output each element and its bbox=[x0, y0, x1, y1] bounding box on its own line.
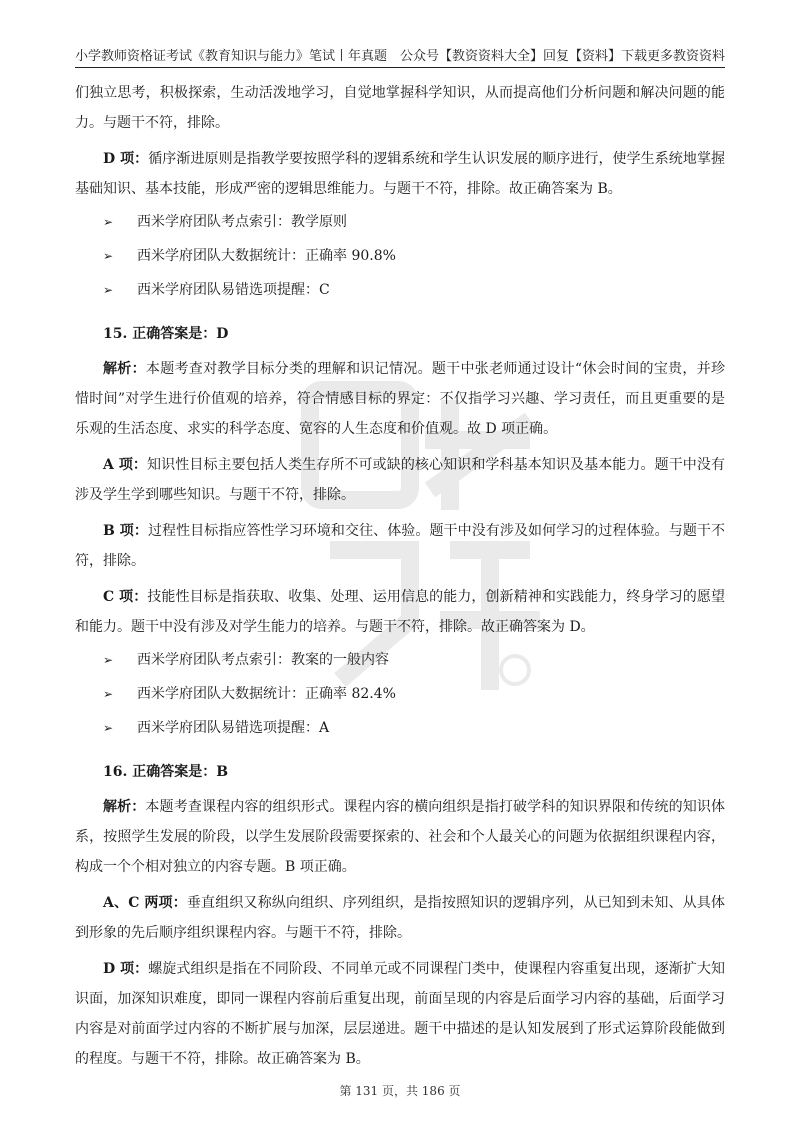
bullet-text: 西米学府团队易错选项提醒：C bbox=[137, 282, 330, 298]
option-label: C 项： bbox=[103, 589, 148, 605]
analysis-paragraph bbox=[75, 354, 725, 444]
question-title: 15. 正确答案是：D bbox=[103, 326, 229, 342]
bullet-item bbox=[103, 650, 725, 670]
document-body bbox=[75, 78, 725, 1080]
arrow-bullet-icon: ➢ bbox=[103, 653, 114, 667]
option-label: B 项： bbox=[103, 523, 148, 539]
bullet-item bbox=[103, 718, 725, 738]
option-text: 螺旋式组织是指在不同阶段、不同单元或不同课程门类中，使课程内容重复出现，逐渐扩大知识面，加深知识难度，即同一课程内容前后重复出现，前面呈现的内容是后面学习内容的基础，后面学习内容是对前面学过内容的不断扩展与加深，层层递进。题干中描述的是认知发展到了形式运算阶段能做到的程度。与题干不符，排除。故正确答案为 B。 bbox=[75, 961, 726, 1067]
option-label: A、C 两项： bbox=[103, 895, 187, 911]
analysis-paragraph bbox=[75, 792, 725, 882]
option-label: D 项： bbox=[103, 961, 149, 977]
option-b-paragraph bbox=[75, 516, 725, 576]
arrow-bullet-icon: ➢ bbox=[103, 283, 114, 297]
arrow-bullet-icon: ➢ bbox=[103, 687, 114, 701]
option-ac-paragraph bbox=[75, 888, 725, 948]
bullet-text: 西米学府团队易错选项提醒：A bbox=[137, 720, 330, 736]
bullet-text: 西米学府团队考点索引：教学原则 bbox=[137, 214, 347, 230]
analysis-label: 解析： bbox=[103, 799, 146, 815]
analysis-label: 解析： bbox=[103, 361, 146, 377]
continued-paragraph: 们独立思考，积极探索，生动活泼地学习，自觉地掌握科学知识，从而提高他们分析问题和解决问题的能力。与题干不符，排除。 bbox=[75, 85, 725, 131]
option-text: 知识性目标主要包括人类生存所不可或缺的核心知识和学科基本知识及基本能力。题干中没有涉及学生学到哪些知识。与题干不符，排除。 bbox=[75, 457, 725, 503]
option-text: 垂直组织又称纵向组织、序列组织，是指按照知识的逻辑序列，从已知到未知、从具体到形象的先后顺序组织课程内容。与题干不符，排除。 bbox=[75, 895, 725, 941]
bullet-item bbox=[103, 280, 725, 300]
option-text: 过程性目标指应答性学习环境和交往、体验。题干中没有涉及如何学习的过程体验。与题干不符，排除。 bbox=[75, 523, 725, 569]
option-a-paragraph bbox=[75, 450, 725, 510]
bullet-item bbox=[103, 212, 725, 232]
header-left-title: 小学教师资格证考试《教育知识与能力》笔试丨年真题 bbox=[75, 49, 388, 64]
option-text: 循序渐进原则是指教学要按照学科的逻辑系统和学生认识发展的顺序进行，使学生系统地掌握基础知识、基本技能，形成严密的逻辑思维能力。与题干不符，排除。故正确答案为 B。 bbox=[75, 151, 726, 197]
option-d-paragraph bbox=[75, 144, 725, 204]
bullet-text: 西米学府团队考点索引：教案的一般内容 bbox=[137, 652, 389, 668]
option-label: D 项： bbox=[103, 151, 149, 167]
bullet-text: 西米学府团队大数据统计：正确率 90.8% bbox=[137, 248, 396, 264]
analysis-text: 本题考查对教学目标分类的理解和识记情况。题干中张老师通过设计“休会时间的宝贵，并珍惜时间”对学生进行价值观的培养，符合情感目标的界定：不仅指学习兴趣、学习责任，而且更重要的是乐观的生活态度、求实的科学态度、宽容的人生态度和价值观。故 D 项正确。 bbox=[75, 361, 726, 437]
arrow-bullet-icon: ➢ bbox=[103, 215, 114, 229]
option-text: 技能性目标是指获取、收集、处理、运用信息的能力，创新精神和实践能力，终身学习的愿望和能力。题干中没有涉及对学生能力的培养。与题干不符，排除。故正确答案为 D。 bbox=[75, 589, 725, 635]
header-right-note: 公众号【教资资料大全】回复【资料】下载更多教资资料 bbox=[399, 49, 725, 64]
page-header bbox=[75, 42, 725, 68]
bullet-text: 西米学府团队大数据统计：正确率 82.4% bbox=[137, 686, 396, 702]
option-label: A 项： bbox=[103, 457, 148, 473]
arrow-bullet-icon: ➢ bbox=[103, 249, 114, 263]
option-c-paragraph bbox=[75, 582, 725, 642]
arrow-bullet-icon: ➢ bbox=[103, 721, 114, 735]
bullet-item bbox=[103, 246, 725, 266]
bullet-item bbox=[103, 684, 725, 704]
page-number: 第 131 页，共 186 页 bbox=[339, 1084, 461, 1098]
option-d-paragraph bbox=[75, 954, 725, 1074]
question-title: 16. 正确答案是：B bbox=[103, 764, 229, 780]
analysis-text: 本题考查课程内容的组织形式。课程内容的横向组织是指打破学科的知识界限和传统的知识体系，按照学生发展的阶段，以学生发展阶段需要探索的、社会和个人最关心的问题为依据组织课程内容，构成一个个相对独立的内容专题。B 项正确。 bbox=[75, 799, 726, 875]
